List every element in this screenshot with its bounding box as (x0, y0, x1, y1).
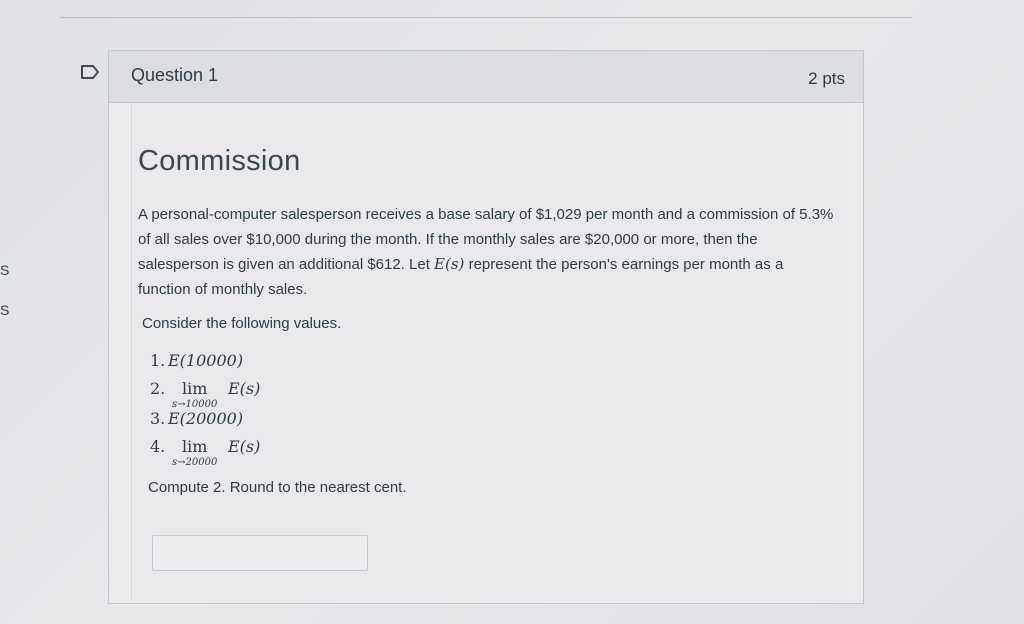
math-expression: E(s) (228, 437, 261, 456)
question-points: 2 pts (808, 69, 845, 88)
flag-icon[interactable] (80, 64, 100, 80)
limit-subscript: s→20000 (172, 457, 218, 468)
question-body (131, 103, 848, 600)
limit-word: lim (182, 437, 208, 456)
problem-text-part: represent the person's earnings per month as a function of monthly sales. (138, 256, 784, 298)
edge-letter: S (0, 262, 10, 278)
item-number: 4. (150, 437, 166, 456)
problem-text (138, 203, 838, 302)
consider-label: Consider the following values. (142, 315, 342, 332)
top-divider (60, 17, 912, 18)
section-title: Commission (138, 145, 301, 177)
item-number: 2. (150, 379, 166, 398)
item-number: 1. (150, 351, 166, 370)
question-panel (108, 50, 864, 604)
math-expression: E(10000) (168, 351, 244, 370)
math-expression: E(20000) (168, 409, 244, 428)
limit-operator (172, 437, 218, 468)
math-expression: E(s) (228, 379, 261, 398)
math-expression: E(s) (434, 255, 465, 273)
answer-input[interactable] (152, 535, 368, 571)
instruction-text: Compute 2. Round to the nearest cent. (148, 479, 407, 496)
question-title: Question 1 (131, 65, 219, 85)
question-header (109, 51, 863, 103)
item-number: 3. (150, 409, 166, 428)
problem-text-part: A personal-computer salesperson receives a base salary of $1,029 per month and a commission of 5.3% of all sales over $10,000 during the month. If the monthly sales are $20,000 or more, then the salesperson is given an additional $612. Let (138, 206, 834, 273)
edge-letter: S (0, 302, 10, 318)
limit-subscript: s→10000 (172, 399, 218, 410)
limit-word: lim (182, 379, 208, 398)
limit-operator (172, 379, 218, 410)
